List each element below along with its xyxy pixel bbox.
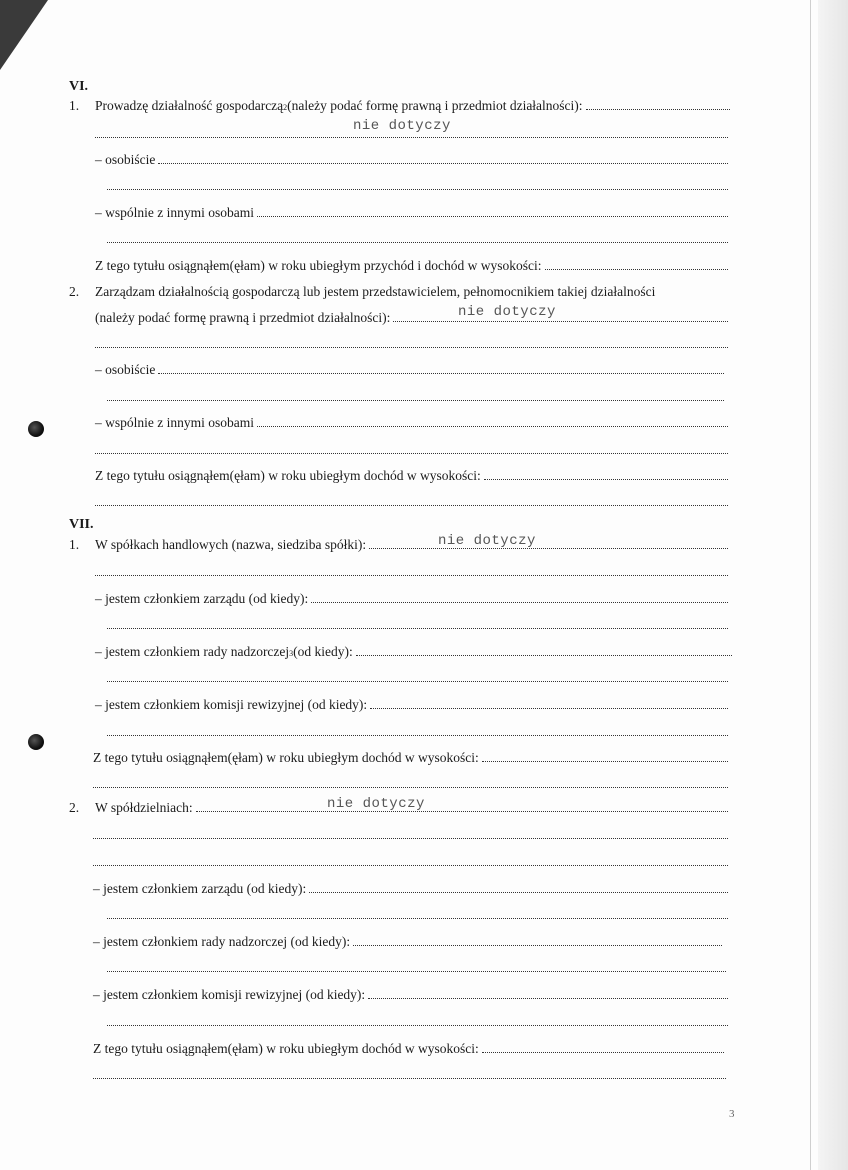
vii-item1-income-blank <box>93 774 728 794</box>
vi-item1-typed-answer: nie dotyczy <box>353 118 451 134</box>
fill-line <box>482 1039 724 1053</box>
fill-line <box>393 308 728 322</box>
fill-line <box>369 535 728 549</box>
vi-item1-text: Prowadzę działalność gospodarczą <box>95 98 284 113</box>
fill-line <box>107 722 728 736</box>
vi-item2-personal-line <box>95 360 724 380</box>
scan-edge <box>818 0 848 1170</box>
vii-item2-audit-blank <box>107 1012 728 1032</box>
vii-item2-audit-label: – jestem członkiem komisji rewizyjnej (od kiedy): <box>93 987 366 1002</box>
vi-item2-income-blank <box>95 492 728 512</box>
vii-item2-text: W spółdzielniach: <box>95 800 193 815</box>
vii-item2-number: 2. <box>69 800 80 815</box>
fill-line <box>482 748 728 762</box>
fill-line <box>107 387 724 401</box>
vii-item2-board-blank <box>107 905 728 925</box>
punch-hole-icon <box>28 734 44 750</box>
vii-item2-typed-answer: nie dotyczy <box>327 796 425 812</box>
vi-item2-text: Zarządzam działalnością gospodarczą lub jestem przedstawicielem, pełnomocnikiem takiej działalności <box>95 284 656 299</box>
vii-item1-board-line <box>95 589 728 609</box>
fill-line <box>107 668 728 682</box>
vii-item2-blank <box>93 852 728 872</box>
vi-item2-number: 2. <box>69 284 80 299</box>
fill-line <box>311 589 728 603</box>
fill-line <box>107 229 728 243</box>
fill-line <box>356 642 732 656</box>
fill-line <box>95 124 728 138</box>
vii-item1-supervisory-after: (od kiedy): <box>293 644 353 659</box>
vii-item2-supervisory-label: – jestem członkiem rady nadzorczej (od kiedy): <box>93 934 351 949</box>
vii-item1-number: 1. <box>69 537 80 552</box>
fill-line <box>257 203 728 217</box>
fill-line <box>95 440 728 454</box>
vi-item1-personal-label: – osobiście <box>95 152 156 167</box>
vii-item2-supervisory-line <box>93 932 722 952</box>
fill-line <box>95 334 728 348</box>
vi-item2-text2: (należy podać formę prawną i przedmiot działalności): <box>95 310 391 325</box>
vi-item1-text-after: (należy podać formę prawną i przedmiot działalności): <box>287 98 583 113</box>
fill-line <box>93 852 728 866</box>
vi-item2-line <box>69 282 730 302</box>
vii-item1-board-blank <box>107 615 728 635</box>
vi-item2-typed-answer: nie dotyczy <box>458 304 556 320</box>
fill-line <box>158 360 724 374</box>
page-number: 3 <box>729 1108 735 1120</box>
vi-item2-jointly-line <box>95 413 728 433</box>
vii-item1-line <box>69 535 728 555</box>
vii-item2-income-blank <box>93 1065 726 1085</box>
vi-item2-blank <box>95 334 728 354</box>
vii-item2-blank <box>93 825 728 845</box>
vii-item1-income-label: Z tego tytułu osiągnąłem(ęłam) w roku ubiegłym dochód w wysokości: <box>93 750 479 765</box>
vi-item2-income-label: Z tego tytułu osiągnąłem(ęłam) w roku ubiegłym dochód w wysokości: <box>95 468 481 483</box>
fill-line <box>93 774 728 788</box>
fill-line <box>196 798 728 812</box>
vi-item1-jointly-line <box>95 203 728 223</box>
vii-item2-board-line <box>93 879 728 899</box>
vi-item2-income-line <box>95 466 728 486</box>
fill-line <box>107 176 728 190</box>
vi-item1-jointly-blank <box>107 229 728 249</box>
vi-item2-personal-blank <box>107 387 724 407</box>
scan-corner-shadow <box>0 0 48 70</box>
fill-line <box>370 695 728 709</box>
vi-item2-jointly-blank <box>95 440 728 460</box>
fill-line <box>353 932 722 946</box>
vii-item2-supervisory-blank <box>107 958 726 978</box>
vi-item1-line: 1. Prowadzę działalność gospodarczą 2 (należy podać formę prawną i przedmiot działalności): <box>69 96 730 116</box>
fill-line <box>93 825 728 839</box>
vi-item1-personal-blank <box>107 176 728 196</box>
fill-line <box>309 879 728 893</box>
vii-item2-income-line <box>93 1039 724 1059</box>
punch-hole-icon <box>28 421 44 437</box>
fill-line <box>107 905 728 919</box>
vii-item1-supervisory-blank <box>107 668 728 688</box>
vii-item1-text: W spółkach handlowych (nazwa, siedziba spółki): <box>95 537 367 552</box>
section-vii-heading: VII. <box>69 517 94 532</box>
vi-item1-income-line <box>95 256 728 276</box>
vi-item1-jointly-label: – wspólnie z innymi osobami <box>95 205 254 220</box>
vii-item1-blank <box>95 562 728 582</box>
vii-item1-income-line <box>93 748 728 768</box>
fill-line <box>586 96 730 110</box>
vii-item1-board-label: – jestem członkiem zarządu (od kiedy): <box>95 591 309 606</box>
vi-item1-blank <box>95 124 728 144</box>
fill-line <box>95 562 728 576</box>
section-vi-heading: VI. <box>69 79 89 94</box>
vi-item1-personal-line <box>95 150 728 170</box>
fill-line <box>107 958 726 972</box>
vi-item2-personal-label: – osobiście <box>95 362 156 377</box>
vi-item1-income-label: Z tego tytułu osiągnąłem(ęłam) w roku ubiegłym przychód i dochód w wysokości: <box>95 258 542 273</box>
fill-line <box>107 615 728 629</box>
vii-item2-income-label: Z tego tytułu osiągnąłem(ęłam) w roku ubiegłym dochód w wysokości: <box>93 1041 479 1056</box>
vii-item1-audit-line <box>95 695 728 715</box>
fill-line <box>545 256 728 270</box>
vii-item1-audit-label: – jestem członkiem komisji rewizyjnej (od kiedy): <box>95 697 368 712</box>
vii-item1-supervisory-label: – jestem członkiem rady nadzorczej <box>95 644 290 659</box>
fill-line <box>107 1012 728 1026</box>
vii-item1-supervisory-line: – jestem członkiem rady nadzorczej 3 (od kiedy): <box>95 642 732 662</box>
fill-line <box>93 1065 726 1079</box>
vii-item2-board-label: – jestem członkiem zarządu (od kiedy): <box>93 881 307 896</box>
page-edge-line <box>810 0 811 1170</box>
fill-line <box>257 413 728 427</box>
vi-item2-line2 <box>95 308 728 328</box>
fill-line <box>484 466 728 480</box>
fill-line <box>158 150 728 164</box>
vi-item1-number: 1. <box>69 98 80 113</box>
vii-item1-typed-answer: nie dotyczy <box>438 533 536 549</box>
vii-item1-audit-blank <box>107 722 728 742</box>
fill-line <box>95 492 728 506</box>
fill-line <box>368 985 728 999</box>
vii-item2-audit-line <box>93 985 728 1005</box>
vi-item2-jointly-label: – wspólnie z innymi osobami <box>95 415 254 430</box>
